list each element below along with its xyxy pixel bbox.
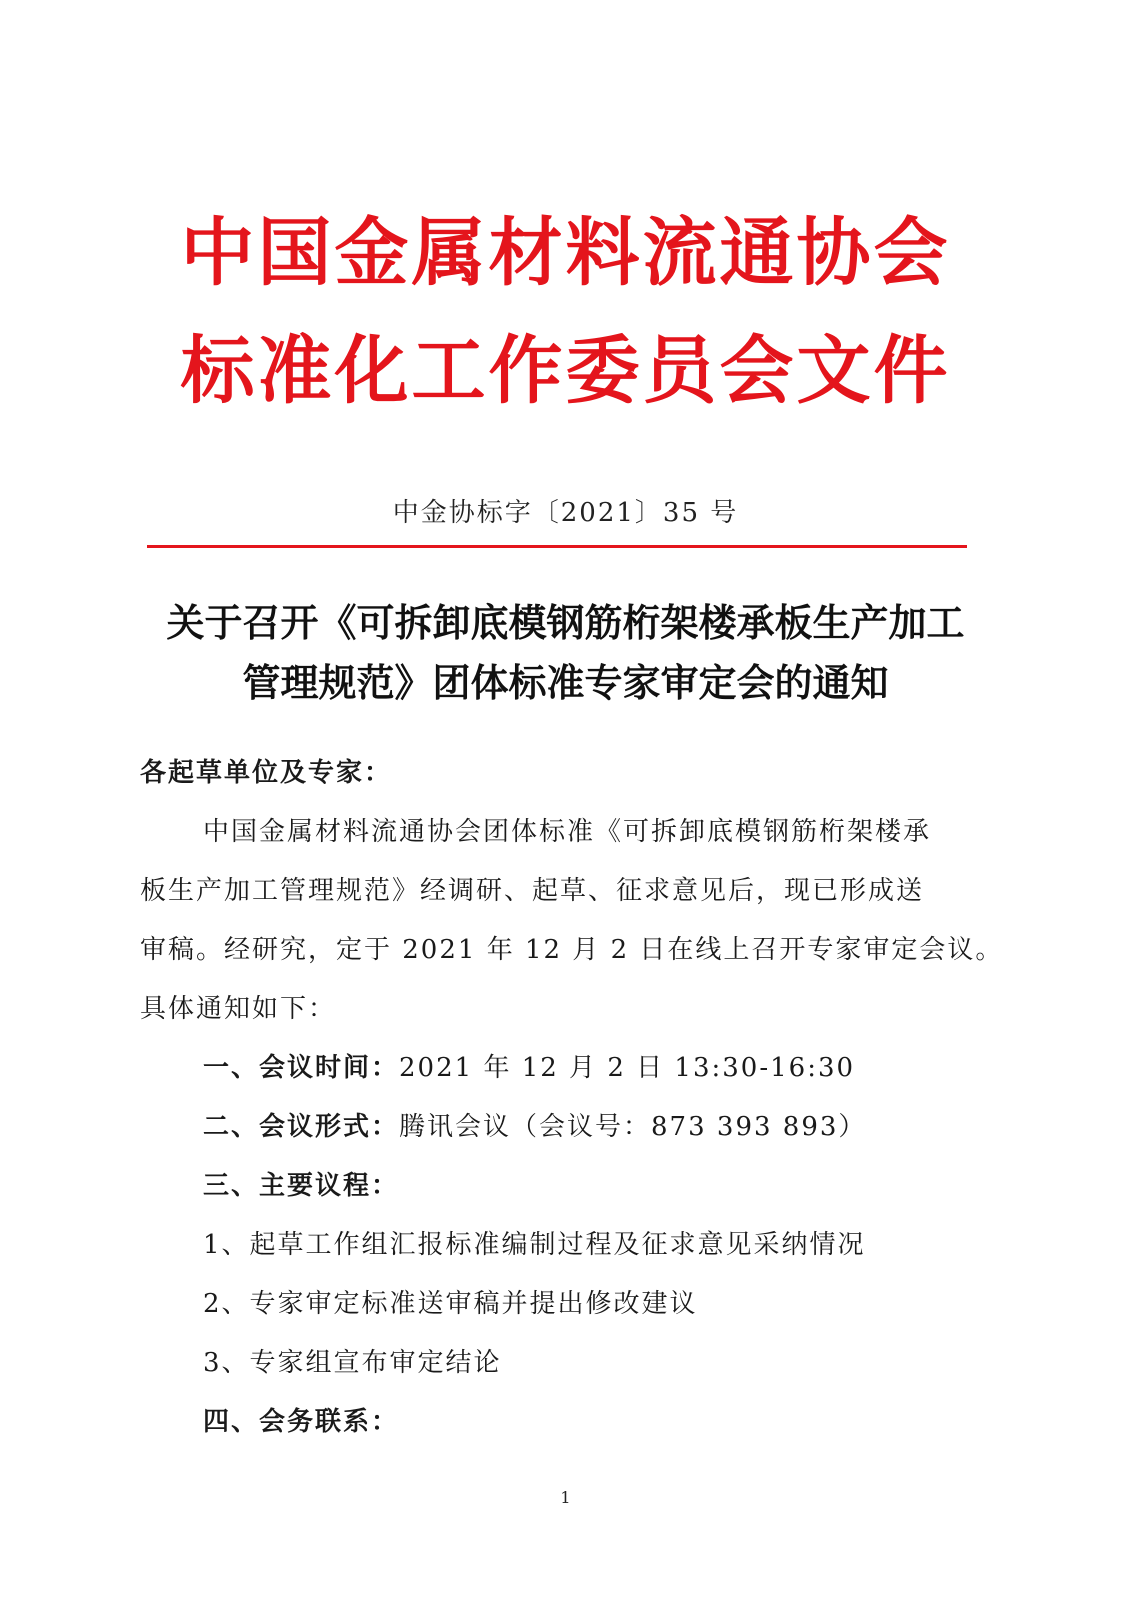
body-line-4: 具体通知如下： xyxy=(140,994,337,1024)
body-line-2: 板生产加工管理规范》经调研、起草、征求意见后，现已形成送 xyxy=(140,876,925,906)
item-meeting-time xyxy=(203,1055,855,1081)
header-org-line2: 标准化工作委员会文件 xyxy=(180,328,951,414)
agenda-item-3: 3、专家组宣布审定结论 xyxy=(203,1348,502,1378)
item-value: 腾讯会议（会议号：873 393 893） xyxy=(399,1112,867,1142)
notice-title-line1: 关于召开《可拆卸底模钢筋桁架楼承板生产加工 xyxy=(166,601,965,645)
body-line-1: 中国金属材料流通协会团体标准《可拆卸底模钢筋桁架楼承 xyxy=(203,817,932,847)
red-divider xyxy=(147,545,967,548)
item-meeting-format xyxy=(203,1114,866,1140)
item-agenda xyxy=(203,1173,399,1199)
item-label: 二、会议形式： xyxy=(203,1112,400,1142)
agenda-item-1: 1、起草工作组汇报标准编制过程及征求意见采纳情况 xyxy=(203,1230,866,1260)
item-label: 三、主要议程： xyxy=(203,1171,400,1201)
item-value: 2021 年 12 月 2 日 13:30-16:30 xyxy=(399,1053,856,1083)
document-number: 中金协标字〔2021〕35 号 xyxy=(392,498,739,528)
body-line-3: 审稿。经研究，定于 2021 年 12 月 2 日在线上召开专家审定会议。 xyxy=(140,935,1004,965)
notice-title-line2: 管理规范》团体标准专家审定会的通知 xyxy=(242,661,889,705)
header-org-line1: 中国金属材料流通协会 xyxy=(180,210,951,296)
item-label: 四、会务联系： xyxy=(203,1407,400,1437)
item-contact xyxy=(203,1409,399,1435)
page-number: 1 xyxy=(560,1488,571,1507)
agenda-item-2: 2、专家审定标准送审稿并提出修改建议 xyxy=(203,1289,698,1319)
salutation: 各起草单位及专家： xyxy=(140,758,393,788)
item-label: 一、会议时间： xyxy=(203,1053,400,1083)
